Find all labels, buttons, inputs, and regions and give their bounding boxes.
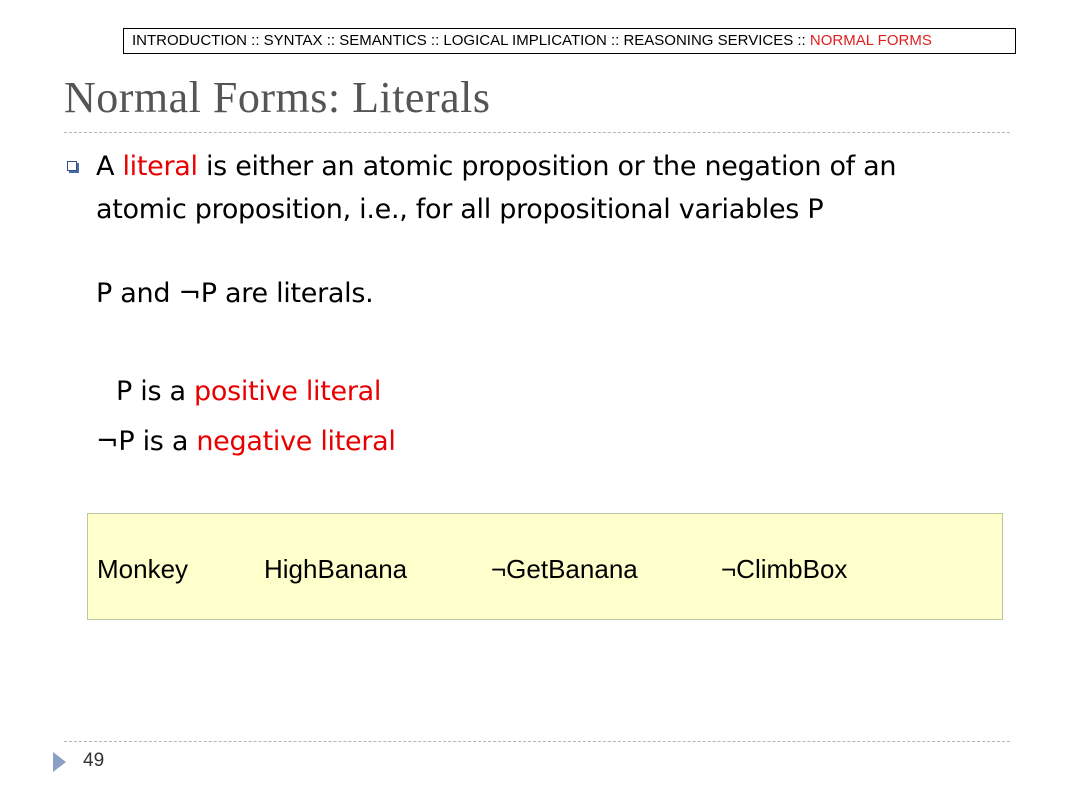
definition-prefix: A bbox=[96, 151, 123, 182]
example-literal: ¬GetBanana bbox=[491, 554, 638, 584]
page-number: 49 bbox=[83, 750, 105, 771]
positive-prefix: P is a bbox=[116, 376, 195, 407]
breadcrumb-nav bbox=[123, 28, 1016, 54]
title-divider bbox=[64, 132, 1010, 133]
literal-term: literal bbox=[122, 151, 198, 182]
example-literal: ¬ClimbBox bbox=[721, 554, 848, 584]
example-literal: Monkey bbox=[97, 554, 189, 584]
negative-prefix: ¬P is a bbox=[96, 426, 197, 457]
example-literal: HighBanana bbox=[264, 554, 408, 584]
negative-literal-term: negative literal bbox=[196, 426, 396, 457]
square-bullet-icon bbox=[67, 161, 77, 171]
positive-literal-line bbox=[116, 376, 381, 407]
definition-line-2: atomic proposition, i.e., for all propositional variables P bbox=[96, 194, 824, 225]
footer-divider bbox=[64, 741, 1010, 742]
slide-title: Normal Forms: Literals bbox=[64, 73, 491, 122]
breadcrumb-active: NORMAL FORMS bbox=[809, 32, 932, 49]
example-literals-box bbox=[87, 513, 1003, 620]
literals-statement: P and ¬P are literals. bbox=[96, 278, 374, 309]
definition-rest: is either an atomic proposition or the negation of an bbox=[197, 151, 897, 182]
breadcrumb-items: INTRODUCTION :: SYNTAX :: SEMANTICS :: LOGICAL IMPLICATION :: REASONING SERVICES :: bbox=[132, 32, 810, 49]
negative-literal-line bbox=[96, 426, 396, 457]
definition-line-1 bbox=[96, 151, 896, 182]
positive-literal-term: positive literal bbox=[194, 376, 382, 407]
triangle-arrow-icon bbox=[53, 752, 66, 772]
